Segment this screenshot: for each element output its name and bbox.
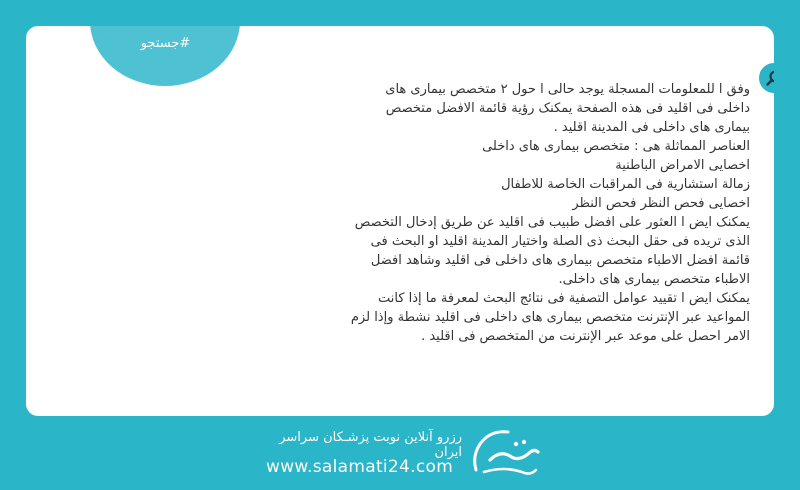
similar-item: اخصایی فحص النظر فحص النظر — [572, 196, 750, 211]
similar-item: زمالة استشاریة فی المراقبات الخاصة للاطفال — [501, 177, 750, 192]
paragraph-search-tip: یمکنک ایض ا العثور علی افضل طبیب فی اقلید عن طریق إدخال التخصص الذی تریده فی حقل البحث ذی الصلة واختیار المدینة اقلید او البحث فی قائمة افضل الاطباء متخصص بیماری های داخلی فی اقلید وشاهد افضل الاطباء متخصص بیماری های داخلی. — [354, 215, 750, 287]
salamati-logo[interactable] — [470, 426, 542, 482]
search-button[interactable] — [759, 63, 774, 93]
similar-item: اخصایی الامراض الباطنیة — [615, 158, 750, 173]
paragraph-intro: وفق ا للمعلومات المسجلة يوجد حالى ا حول ۲ متخصص بیماری های داخلی فی اقلید فی هذه الصفحة یمکنک رؤیة قائمة الافضل متخصص بیماری های داخلی فی المدینة اقلید . — [385, 82, 750, 135]
footer-title: رزرو آنلاین نوبت پزشـکان سراسر ایران — [279, 430, 462, 460]
content-card — [26, 26, 774, 416]
tag-label[interactable]: #جستجو — [140, 36, 191, 51]
search-icon — [765, 69, 774, 87]
paragraph-similar: العناصر المماثلة هی : متخصص بیماری های داخلی — [482, 139, 750, 154]
description-text — [350, 80, 750, 346]
footer-url[interactable]: www.salamati24.com — [266, 457, 454, 477]
tag-badge — [90, 26, 240, 86]
paragraph-filter-tip: یمکنک ایض ا تقیید عوامل التصفیة فی نتائج البحث لمعرفة ما إذا کانت المواعید عبر الإنترنت متخصص بیماری های داخلی فی اقلید نشطة وإذا لزم الامر احصل علی موعد عبر الإنترنت من المتخصص فی اقلید . — [350, 291, 750, 344]
